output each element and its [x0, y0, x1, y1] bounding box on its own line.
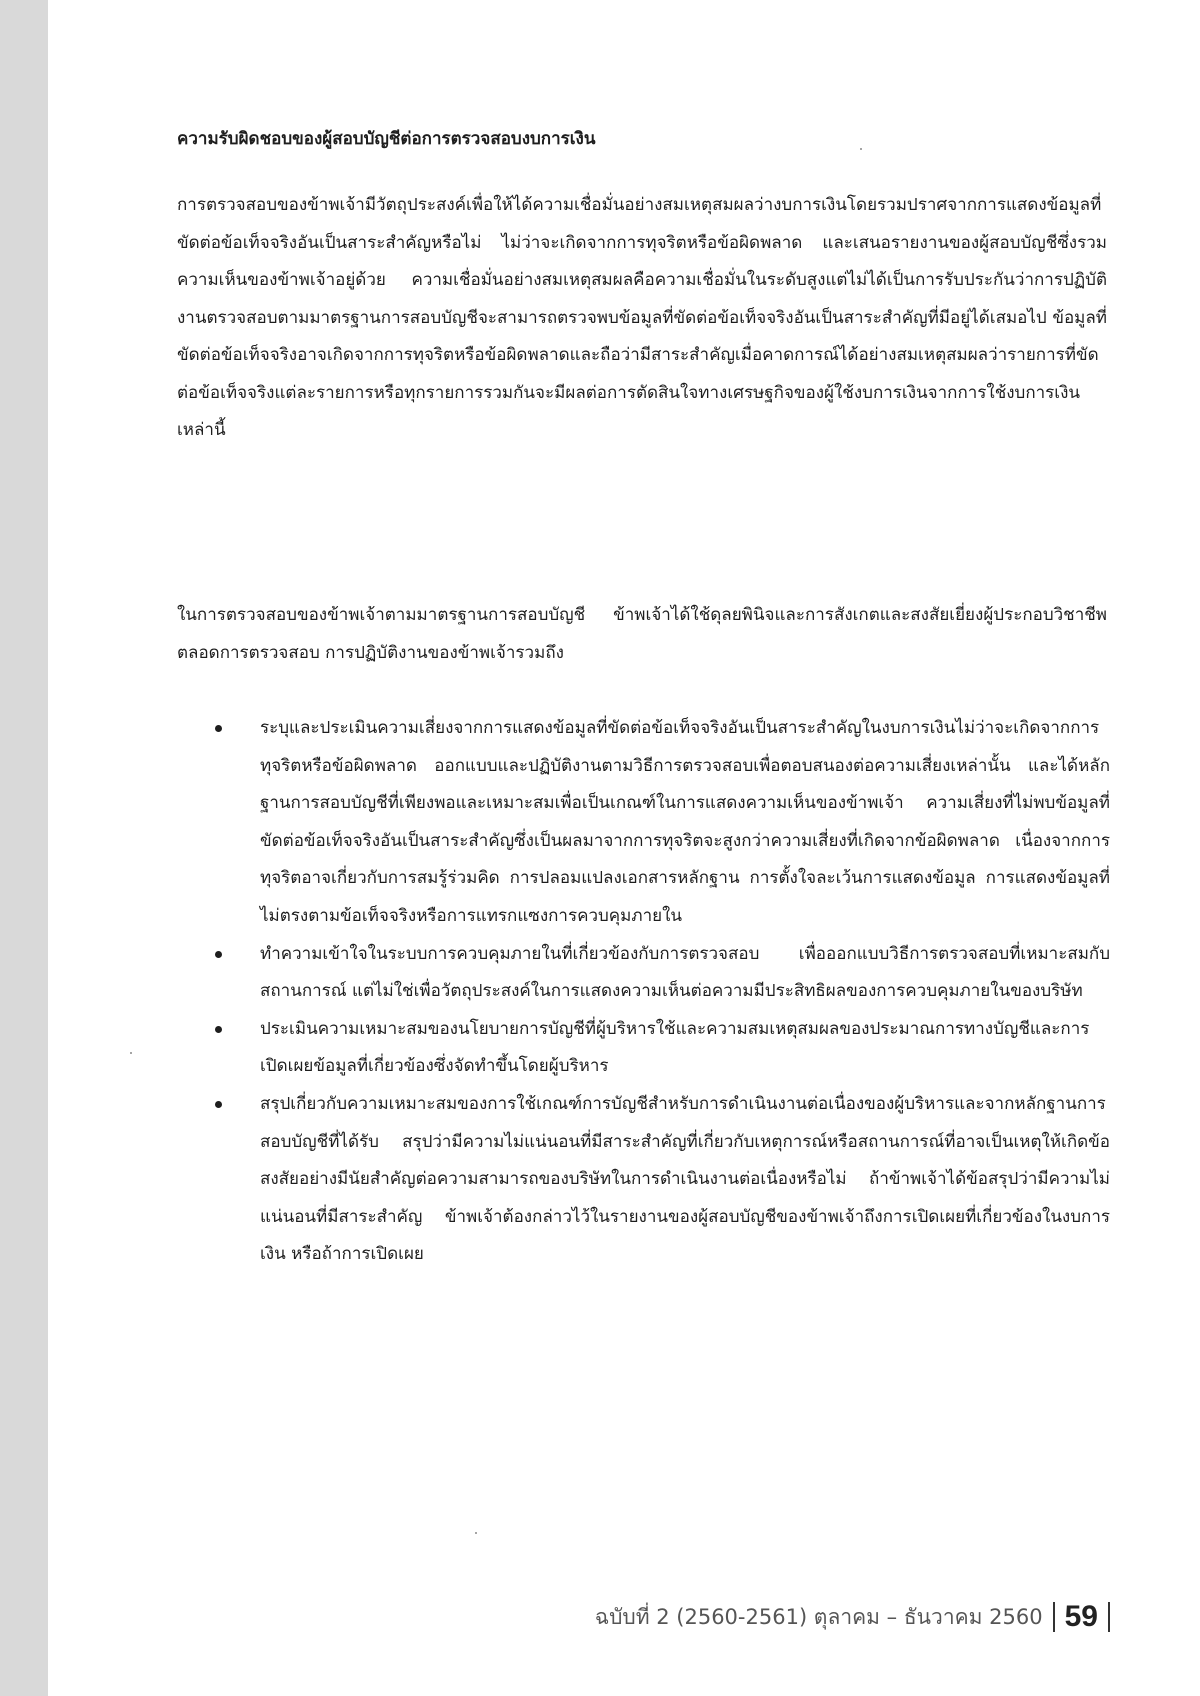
scan-speck [860, 148, 862, 150]
bullet-list [210, 710, 1110, 1274]
bullet-icon [215, 725, 222, 732]
paragraph-1: การตรวจสอบของข้าพเจ้ามีวัตถุประสงค์เพื่อให้ได้ความเชื่อมั่นอย่างสมเหตุสมผลว่างบการเงินโดยรวมปราศจากการแสดงข้อมูลที่ขัดต่อข้อเท็จจริงอันเป็นสาระสำคัญหรือไม่ ไม่ว่าจะเกิดจากการทุจริตหรือข้อผิดพลาด และเสนอรายงานของผู้สอบบัญชีซึ่งรวมความเห็นของข้าพเจ้าอยู่ด้วย ความเชื่อมั่นอย่างสมเหตุสมผลคือความเชื่อมั่นในระดับสูงแต่ไม่ได้เป็นการรับประกันว่าการปฏิบัติงานตรวจสอบตามมาตรฐานการสอบบัญชีจะสามารถตรวจพบข้อมูลที่ขัดต่อข้อเท็จจริงอันเป็นสาระสำคัญที่มีอยู่ได้เสมอไป ข้อมูลที่ขัดต่อข้อเท็จจริงอาจเกิดจากการทุจริตหรือข้อผิดพลาดและถือว่ามีสาระสำคัญเมื่อคาดการณ์ได้อย่างสมเหตุสมผลว่ารายการที่ขัดต่อข้อเท็จจริงแต่ละรายการหรือทุกรายการรวมกันจะมีผลต่อการตัดสินใจทางเศรษฐกิจของผู้ใช้งบการเงินจากการใช้งบการเงินเหล่านี้ [177, 195, 1107, 440]
bullet-text: สรุปเกี่ยวกับความเหมาะสมของการใช้เกณฑ์การบัญชีสำหรับการดำเนินงานต่อเนื่องของผู้บริหารและจากหลักฐานการสอบบัญชีที่ได้รับ สรุปว่ามีความไม่แน่นอนที่มีสาระสำคัญที่เกี่ยวกับเหตุการณ์หรือสถานการณ์ที่อาจเป็นเหตุให้เกิดข้อสงสัยอย่างมีนัยสำคัญต่อความสามารถของบริษัทในการดำเนินงานต่อเนื่องหรือไม่ ถ้าข้าพเจ้าได้ข้อสรุปว่ามีความไม่แน่นอนที่มีสาระสำคัญ ข้าพเจ้าต้องกล่าวไว้ในรายงานของผู้สอบบัญชีของข้าพเจ้าถึงการเปิดเผยที่เกี่ยวข้องในงบการเงิน หรือถ้าการเปิดเผย [260, 1093, 1110, 1265]
bullet-item [210, 1011, 1110, 1086]
bullet-icon [215, 951, 222, 958]
bullet-item [210, 936, 1110, 1011]
bullet-text: ระบุและประเมินความเสี่ยงจากการแสดงข้อมูลที่ขัดต่อข้อเท็จจริงอันเป็นสาระสำคัญในงบการเงินไม่ว่าจะเกิดจากการทุจริตหรือข้อผิดพลาด ออกแบบและปฏิบัติงานตามวิธีการตรวจสอบเพื่อตอบสนองต่อความเสี่ยงเหล่านั้น และได้หลักฐานการสอบบัญชีที่เพียงพอและเหมาะสมเพื่อเป็นเกณฑ์ในการแสดงความเห็นของข้าพเจ้า ความเสี่ยงที่ไม่พบข้อมูลที่ขัดต่อข้อเท็จจริงอันเป็นสาระสำคัญซึ่งเป็นผลมาจากการทุจริตจะสูงกว่าความเสี่ยงที่เกิดจากข้อผิดพลาด เนื่องจากการทุจริตอาจเกี่ยวกับการสมรู้ร่วมคิด การปลอมแปลงเอกสารหลักฐาน การตั้งใจละเว้นการแสดงข้อมูล การแสดงข้อมูลที่ไม่ตรงตามข้อเท็จจริงหรือการแทรกแซงการควบคุมภายใน [260, 718, 1110, 926]
bullet-item [210, 1086, 1110, 1274]
paragraph-2: ในการตรวจสอบของข้าพเจ้าตามมาตรฐานการสอบบัญชี ข้าพเจ้าได้ใช้ดุลยพินิจและการสังเกตและสงสัยเยี่ยงผู้ประกอบวิชาชีพตลอดการตรวจสอบ การปฏิบัติงานของข้าพเจ้ารวมถึง [177, 605, 1107, 663]
scan-speck [475, 1532, 477, 1534]
scan-speck [130, 1052, 132, 1054]
issue-label: ฉบับที่ 2 (2560-2561) ตุลาคม – ธันวาคม 2560 [594, 1604, 1043, 1629]
bullet-item [210, 710, 1110, 936]
page-number: 59 [1064, 1600, 1098, 1633]
bullet-text: ประเมินความเหมาะสมของนโยบายการบัญชีที่ผู้บริหารใช้และความสมเหตุสมผลของประมาณการทางบัญชีและการเปิดเผยข้อมูลที่เกี่ยวข้องซึ่งจัดทำขึ้นโดยผู้บริหาร [260, 1018, 1090, 1077]
footer-divider [1053, 1602, 1055, 1632]
bullet-text: ทำความเข้าใจในระบบการควบคุมภายในที่เกี่ยวข้องกับการตรวจสอบ เพื่อออกแบบวิธีการตรวจสอบที่เหมาะสมกับสถานการณ์ แต่ไม่ใช่เพื่อวัตถุประสงค์ในการแสดงความเห็นต่อความมีประสิทธิผลของการควบคุมภายในของบริษัท [260, 943, 1110, 1002]
scan-margin [0, 0, 48, 1696]
section-heading: ความรับผิดชอบของผู้สอบบัญชีต่อการตรวจสอบงบการเงิน [177, 129, 596, 149]
footer-divider [1108, 1602, 1110, 1632]
page-footer [595, 1600, 1110, 1634]
bullet-icon [215, 1101, 222, 1108]
bullet-icon [215, 1026, 222, 1033]
